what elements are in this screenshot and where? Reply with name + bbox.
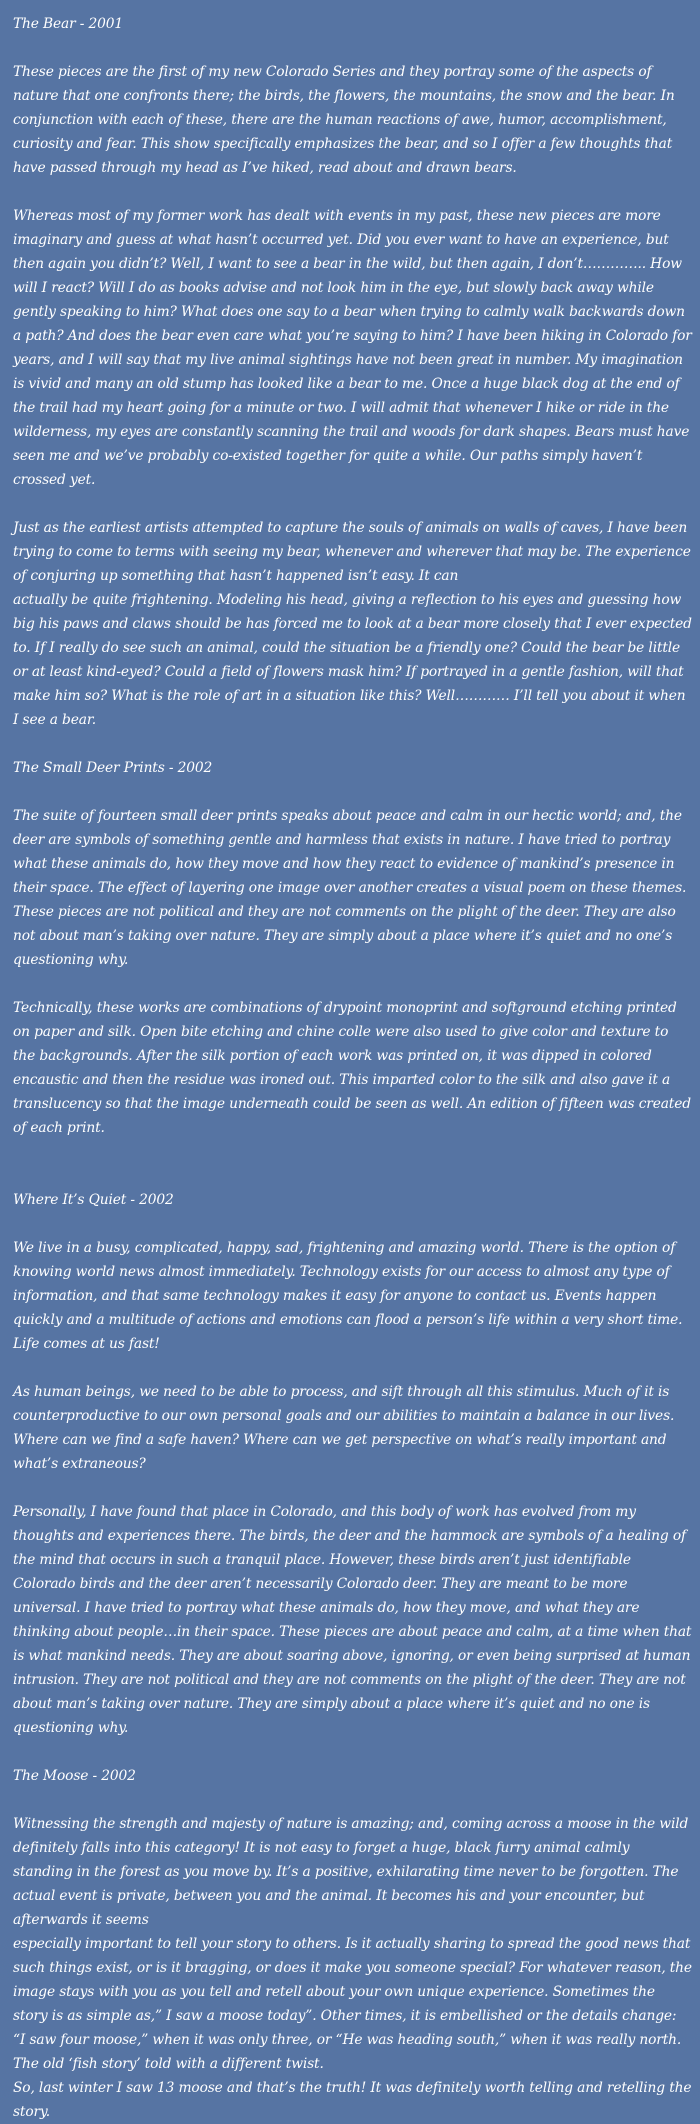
paragraph-line: Life comes at us fast! bbox=[13, 1336, 160, 1352]
paragraph bbox=[13, 1380, 692, 1476]
paragraph-line: The suite of fourteen small deer prints speaks about peace and calm in our hectic world; and, the deer are symbols of something gentle and harmless that exists in nature. I have tried to portray what these animals do, how they move and how they react to evidence of mankind’s presence in their space. The effect of layering one image over another creates a visual poem on these themes. These pieces are not political and they are not comments on the plight of the deer. They are also not about man’s taking over nature. They are simply about a place where it’s quiet and no one’s questioning why. bbox=[13, 808, 687, 968]
paragraph-line: Whereas most of my former work has dealt with events in my past, these new pieces are more imaginary and guess at what hasn’t occurred yet. Did you ever want to have an experience, but then again you didn’t? Well, I want to see a bear in the wild, but then again, I don’t………….. How will I react? Will I do as books advise and not look him in the eye, but slowly back away while gently speaking to him? What does one say to a bear when trying to calmly walk backwards down a path? And does the bear even care what you’re saying to him? I have been hiking in Colorado for years, and I will say that my live animal sightings have not been great in number. My imagination is vivid and many an old stump has looked like a bear to me. Once a huge black dog at the end of the trail had my heart going for a minute or two. I will admit that whenever I hike or ride in the wilderness, my eyes are constantly scanning the trail and woods for dark shapes. Bears must have seen me and we’ve probably co-existed together for quite a while. Our paths simply haven’t crossed yet. bbox=[13, 208, 692, 488]
paragraph bbox=[13, 1812, 692, 2124]
paragraph-line: Witnessing the strength and majesty of nature is amazing; and, coming across a moose in the wild definitely falls into this category! It is not easy to forget a huge, black furry animal calmly standing in the forest as you move by. It’s a positive, exhilarating time never to be forgotten. The actual event is private, between you and the animal. It becomes his and your encounter, but afterwards it seems bbox=[13, 1816, 689, 1928]
section-small-deer-prints bbox=[13, 756, 692, 1140]
paragraph bbox=[13, 60, 692, 180]
paragraph-line: As human beings, we need to be able to process, and sift through all this stimulus. Much of it is counterproductive to our own personal goals and our abilities to maintain a balance in our lives. Where can we find a safe haven? Where can we get perspective on what’s really important and what’s extraneous? bbox=[13, 1384, 675, 1472]
paragraph-line: Technically, these works are combinations of drypoint monoprint and softground etching printed on paper and silk. Open bite etching and chine colle were also used to give color and texture to the backgrounds. After the silk portion of each work was printed on, it was dipped in colored encaustic and then the residue was ironed out. This imparted color to the silk and also gave it a translucency so that the image underneath could be seen as well. An edition of fifteen was created of each print. bbox=[13, 1000, 691, 1136]
section-moose bbox=[13, 1764, 692, 2124]
paragraph bbox=[13, 1500, 692, 1740]
paragraph bbox=[13, 1236, 692, 1356]
paragraph bbox=[13, 996, 692, 1140]
paragraph-line: Just as the earliest artists attempted to capture the souls of animals on walls of caves, I have been trying to come to terms with seeing my bear, whenever and wherever that may be. The experience of conjuring up something that hasn’t happened isn’t easy. It can bbox=[13, 520, 691, 584]
paragraph bbox=[13, 516, 692, 732]
section-title: The Small Deer Prints - 2002 bbox=[13, 760, 213, 776]
paragraph bbox=[13, 804, 692, 972]
section-title: The Moose - 2002 bbox=[13, 1768, 136, 1784]
section-title: Where It’s Quiet - 2002 bbox=[13, 1192, 174, 1208]
paragraph-line: So, last winter I saw 13 moose and that’s the truth! It was definitely worth telling and retelling the story. bbox=[13, 2080, 692, 2120]
paragraph-line: These pieces are the first of my new Colorado Series and they portray some of the aspects of nature that one confronts there; the birds, the flowers, the mountains, the snow and the bear. In conjunction with each of these, there are the human reactions of awe, humor, accomplishment, curiosity and fear. This show specifically emphasizes the bear, and so I offer a few thoughts that have passed through my head as I’ve hiked, read about and drawn bears. bbox=[13, 64, 675, 176]
paragraph-line: We live in a busy, complicated, happy, sad, frightening and amazing world. There is the option of knowing world news almost immediately. Technology exists for our access to almost any type of information, and that same technology makes it easy for anyone to contact us. Events happen quickly and a multitude of actions and emotions can flood a person’s life within a very short time. bbox=[13, 1240, 683, 1328]
paragraph-line: especially important to tell your story to others. Is it actually sharing to spread the good news that such things exist, or is it bragging, or does it make you someone special? For whatever reason, the image stays with you as you tell and retell about your own unique experience. Sometimes the story is as simple as,” I saw a moose today”. Other times, it is embellished or the details change: “I saw four moose,” when it was only three, or “He was heading south,” when it was really north. The old ‘fish story’ told with a different twist. bbox=[13, 1936, 692, 2072]
section-where-its-quiet bbox=[13, 1188, 692, 1740]
paragraph-line: Personally, I have found that place in Colorado, and this body of work has evolved from my thoughts and experiences there. The birds, the deer and the hammock are symbols of a healing of the mind that occurs in such a tranquil place. However, these birds aren’t just identifiable Colorado birds and the deer aren’t necessarily Colorado deer. They are meant to be more universal. I have tried to portray what these animals do, how they move, and what they are thinking about people…in their space. These pieces are about peace and calm, at a time when that is what mankind needs. They are about soaring above, ignoring, or even being surprised at human intrusion. They are not political and they are not comments on the plight of the deer. They are not about man’s taking over nature. They are simply about a place where it’s quiet and no one is questioning why. bbox=[13, 1504, 692, 1736]
paragraph bbox=[13, 204, 692, 492]
section-title: The Bear - 2001 bbox=[13, 16, 124, 32]
spacer bbox=[13, 1164, 692, 1188]
paragraph-line: actually be quite frightening. Modeling his head, giving a reflection to his eyes and guessing how big his paws and claws should be has forced me to look at a bear more closely that I ever expected to. If I really do see such an animal, could the situation be a friendly one? Could the bear be little or at least kind-eyed? Could a field of flowers mask him? If portrayed in a gentle fashion, will that make him so? What is the role of art in a situation like this? Well………… I’ll tell you about it when I see a bear. bbox=[13, 592, 692, 728]
section-bear bbox=[13, 12, 692, 732]
